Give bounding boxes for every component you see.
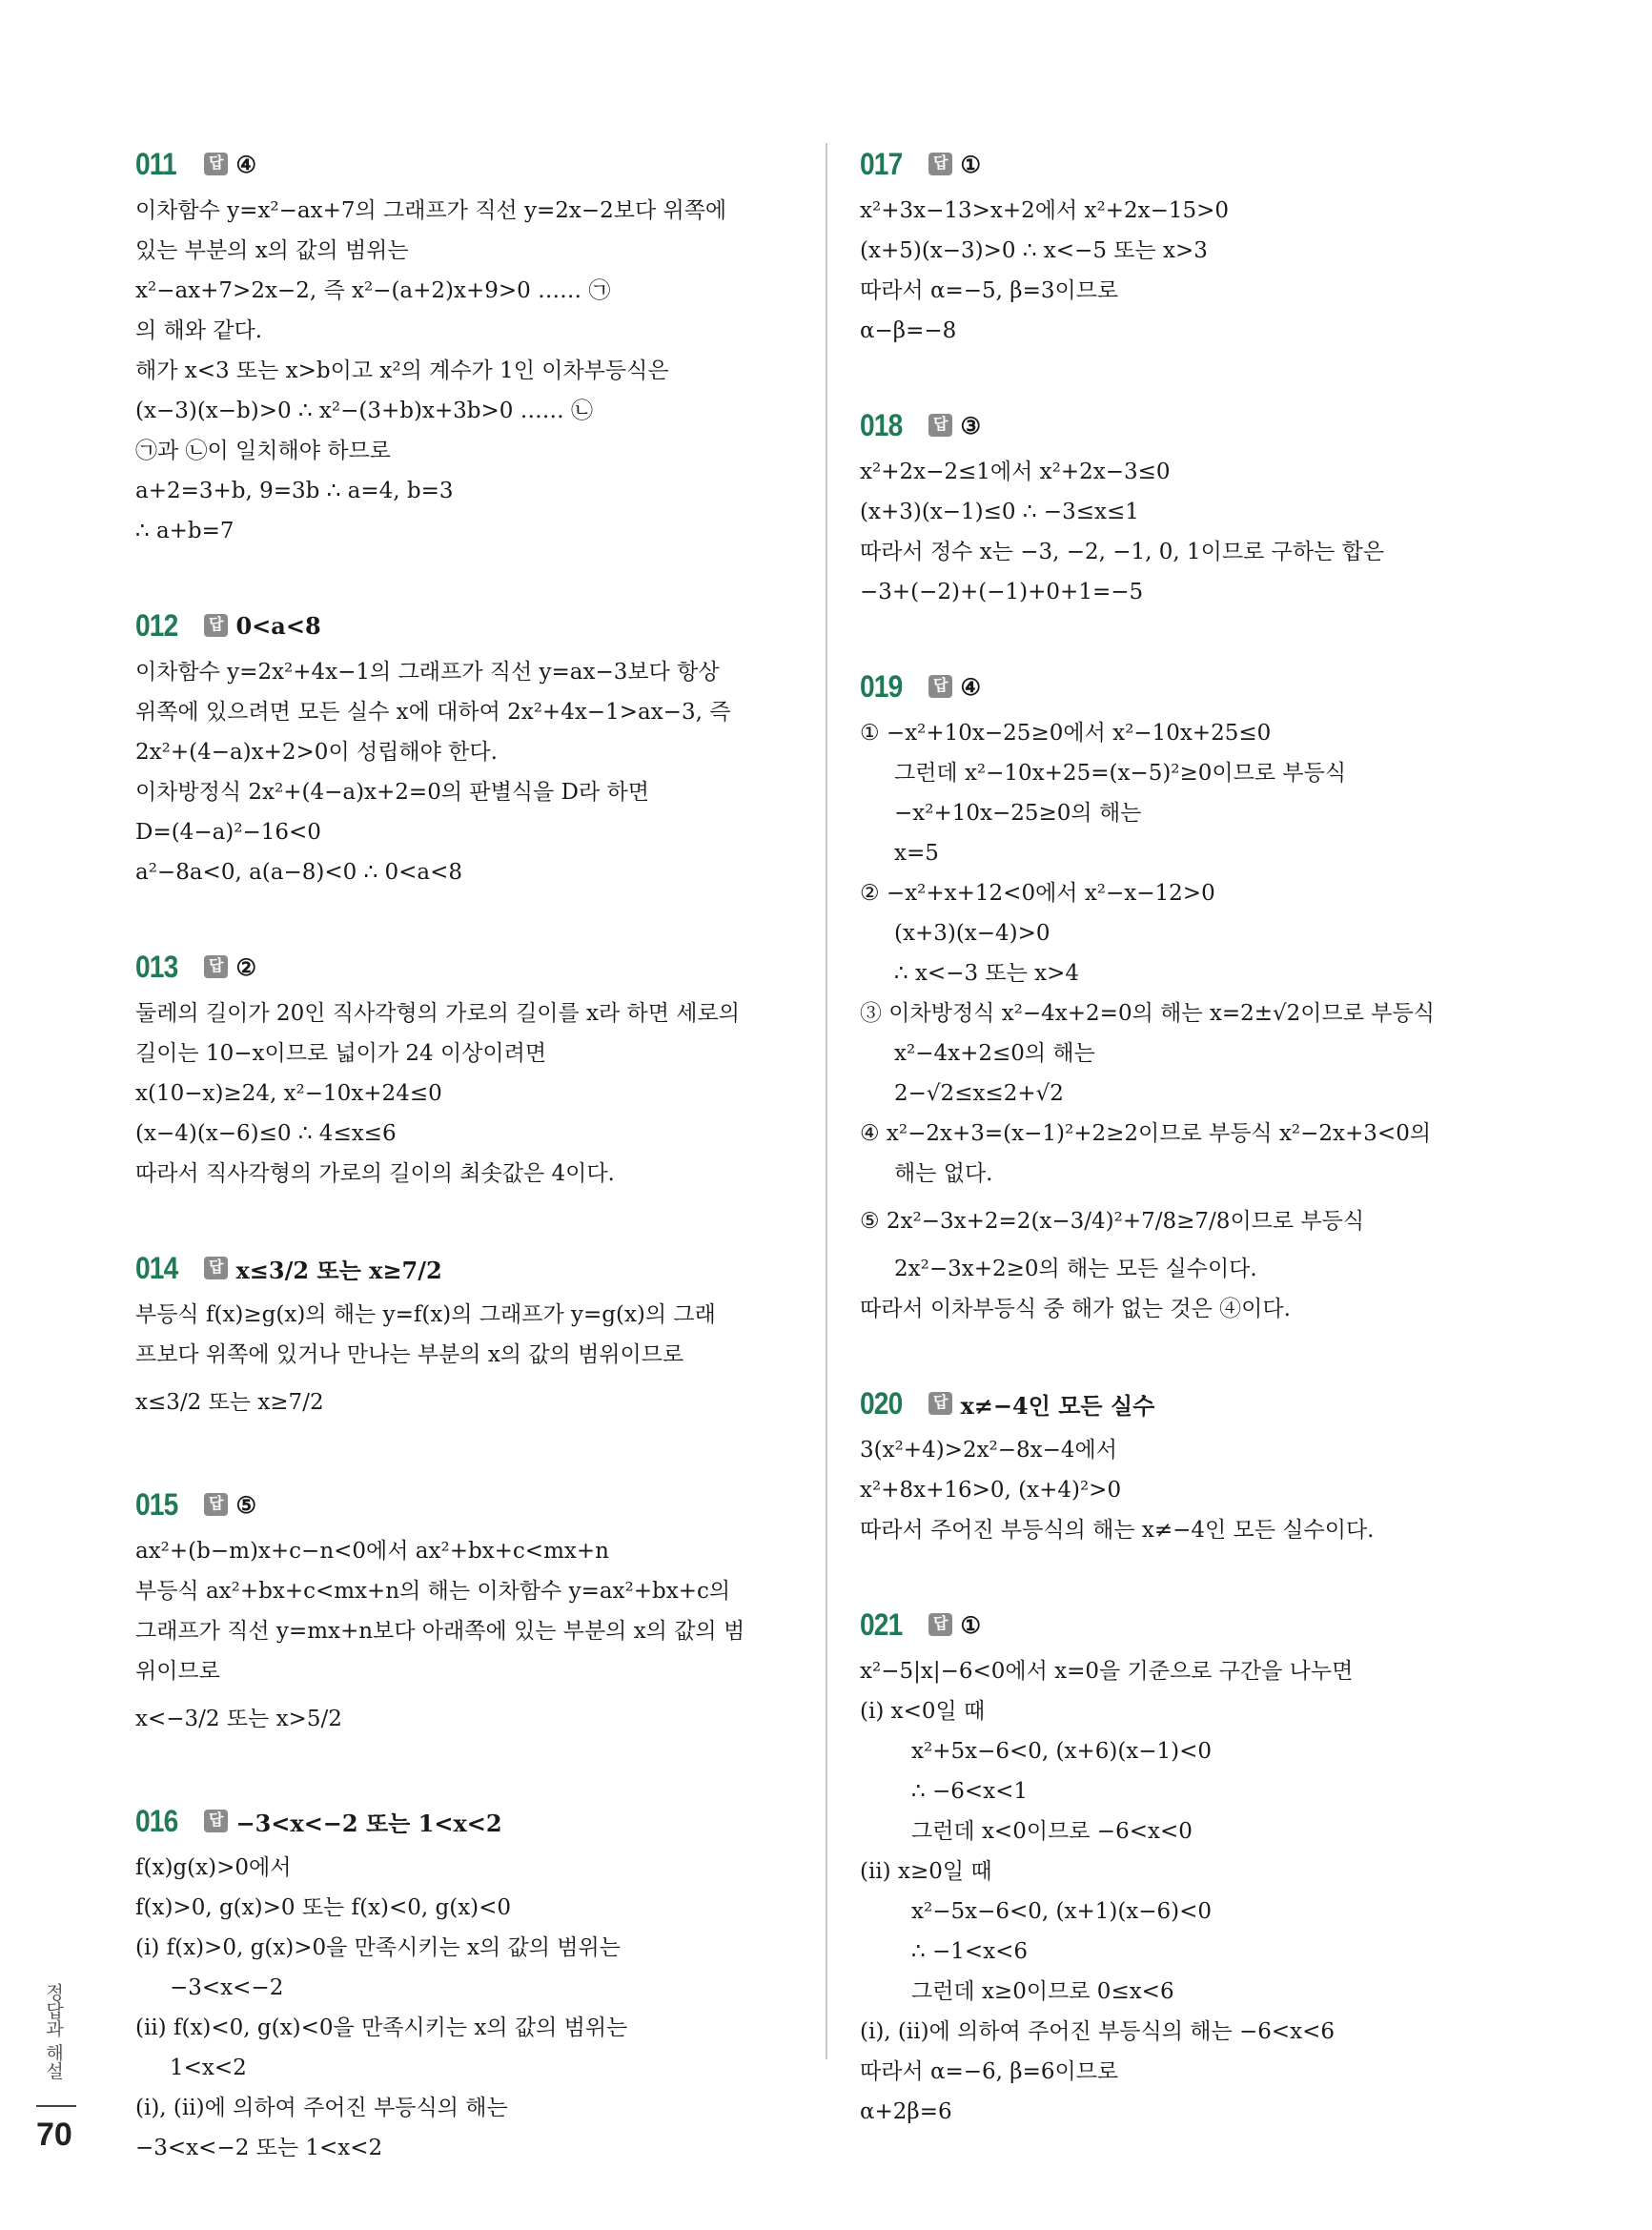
solution-line: 2x²−3x+2≥0의 해는 모든 실수이다. [894, 1257, 1257, 1281]
footer-rule [36, 2105, 76, 2107]
problem-number: 016 [135, 1803, 178, 1838]
solution-line: (ⅰ) f(x)>0, g(x)>0을 만족시키는 x의 값의 범위는 [135, 1935, 621, 1960]
right-column [860, 141, 1527, 2183]
solution-line: (ⅱ) f(x)<0, g(x)<0을 만족시키는 x의 값의 범위는 [135, 2015, 628, 2040]
answer-tag: 답 [204, 614, 228, 637]
solution-line: x²+5x−6<0, (x+6)(x−1)<0 [911, 1739, 1213, 1764]
problem-013 [135, 944, 793, 1194]
solution-line: −3<x<−2 [170, 1975, 284, 2000]
problem-header [860, 664, 1527, 709]
solution-line: 의 해와 같다. [135, 318, 263, 343]
solution-line: (ⅰ), (ⅱ)에 의하여 주어진 부등식의 해는 −6<x<6 [860, 2019, 1336, 2044]
solution-line: (x+5)(x−3)>0 ∴ x<−5 또는 x>3 [860, 238, 1208, 263]
problem-019 [860, 664, 1527, 1329]
solution-line: 길이는 10−x이므로 넓이가 24 이상이려면 [135, 1041, 547, 1066]
problem-header [135, 603, 793, 648]
problem-014 [135, 1245, 793, 1430]
solution-line: 있는 부분의 x의 값의 범위는 [135, 238, 409, 263]
problem-021 [860, 1602, 1527, 2132]
solution-line: 따라서 α=−5, β=3이므로 [860, 278, 1119, 303]
answer-value: ④ [960, 672, 981, 701]
solution-line: x(10−x)≥24, x²−10x+24≤0 [135, 1081, 442, 1106]
solution-line: −x²+10x−25≥0의 해는 [894, 801, 1142, 826]
solution-line: x²−5x−6<0, (x+1)(x−6)<0 [911, 1899, 1213, 1924]
solution-line: x=5 [894, 841, 939, 866]
solution-line: 따라서 주어진 부등식의 해는 x≠−4인 모든 실수이다. [860, 1518, 1375, 1543]
solution-line: ∴ −1<x<6 [911, 1939, 1028, 1964]
problem-header [135, 1245, 793, 1291]
problem-header [860, 1602, 1527, 1647]
solution-line: 그래프가 직선 y=mx+n보다 아래쪽에 있는 부분의 x의 값의 범 [135, 1619, 745, 1644]
answer-value: x≠−4인 모든 실수 [960, 1391, 1155, 1420]
solution-line: ㉠과 ㉡이 일치해야 하므로 [135, 439, 391, 463]
answer-tag: 답 [928, 153, 952, 175]
problem-number: 014 [135, 1250, 178, 1285]
problem-number: 017 [860, 146, 903, 181]
problem-number: 011 [135, 146, 176, 181]
solution-line: ① −x²+10x−25≥0에서 x²−10x+25≤0 [860, 721, 1272, 746]
solution-line: 위이므로 [135, 1659, 220, 1684]
answer-value: ④ [235, 150, 256, 178]
solution-line: ax²+(b−m)x+c−n<0에서 ax²+bx+c<mx+n [135, 1539, 609, 1564]
solution-line: f(x)>0, g(x)>0 또는 f(x)<0, g(x)<0 [135, 1895, 512, 1920]
answer-value: ⑤ [235, 1490, 256, 1519]
problem-number: 020 [860, 1385, 903, 1421]
solution-line: x²−ax+7>2x−2, 즉 x²−(a+2)x+9>0 …… ㉠ [135, 278, 611, 303]
problem-header [135, 141, 793, 187]
answer-tag: 답 [204, 955, 228, 978]
answer-tag: 답 [204, 1810, 228, 1832]
answer-tag: 답 [928, 1613, 952, 1636]
solution-line: 그런데 x<0이므로 −6<x<0 [911, 1819, 1193, 1844]
solution-line: ④ x²−2x+3=(x−1)²+2≥2이므로 부등식 x²−2x+3<0의 [860, 1121, 1432, 1146]
problem-number: 019 [860, 668, 903, 704]
solution-line: ∴ −6<x<1 [911, 1779, 1028, 1804]
solution-line: 2x²+(4−a)x+2>0이 성립해야 한다. [135, 740, 498, 765]
answer-value: x≤3/2 또는 x≥7/2 [235, 1256, 442, 1284]
solution-line: a+2=3+b, 9=3b ∴ a=4, b=3 [135, 479, 454, 503]
problem-012 [135, 603, 793, 892]
problem-header [860, 402, 1527, 448]
solution-line: x²−4x+2≤0의 해는 [894, 1041, 1095, 1066]
solution-line: 위쪽에 있으려면 모든 실수 x에 대하여 2x²+4x−1>ax−3, 즉 [135, 700, 731, 725]
answer-value: ② [235, 952, 256, 981]
solution-line: 프보다 위쪽에 있거나 만나는 부분의 x의 값의 범위이므로 [135, 1342, 684, 1367]
solution-line: D=(4−a)²−16<0 [135, 820, 321, 845]
solution-line: 그런데 x≥0이므로 0≤x<6 [911, 1979, 1174, 2004]
answer-tag: 답 [204, 1257, 228, 1279]
solution-line: (x+3)(x−4)>0 [894, 921, 1050, 946]
solution-line: (x−3)(x−b)>0 ∴ x²−(3+b)x+3b>0 …… ㉡ [135, 399, 594, 423]
solution-line: 둘레의 길이가 20인 직사각형의 가로의 길이를 x라 하면 세로의 [135, 1001, 740, 1026]
answer-value: ① [960, 1610, 981, 1639]
problem-number: 018 [860, 407, 903, 442]
problem-011 [135, 141, 793, 551]
problem-number: 013 [135, 949, 178, 984]
solution-line: (x−4)(x−6)≤0 ∴ 4≤x≤6 [135, 1121, 397, 1146]
solution-line: x≤3/2 또는 x≥7/2 [135, 1390, 324, 1415]
solution-line: −3+(−2)+(−1)+0+1=−5 [860, 580, 1144, 604]
solution-line: α+2β=6 [860, 2099, 952, 2124]
solution-line: x<−3/2 또는 x>5/2 [135, 1707, 342, 1731]
solution-line: ③ 이차방정식 x²−4x+2=0의 해는 x=2±√2이므로 부등식 [860, 1001, 1435, 1026]
solution-line: (ⅰ), (ⅱ)에 의하여 주어진 부등식의 해는 [135, 2096, 508, 2120]
solution-line: α−β=−8 [860, 318, 957, 343]
answer-tag: 답 [928, 414, 952, 437]
answer-value: −3<x<−2 또는 1<x<2 [235, 1809, 502, 1837]
problem-header [135, 1798, 793, 1844]
answer-tag: 답 [204, 153, 228, 175]
answer-value: ③ [960, 411, 981, 440]
column-divider [826, 143, 827, 2059]
problem-header [135, 944, 793, 990]
problem-017 [860, 141, 1527, 351]
solution-line: ∴ a+b=7 [135, 519, 235, 543]
problem-016 [135, 1798, 793, 2168]
solution-line: 3(x²+4)>2x²−8x−4에서 [860, 1438, 1117, 1463]
problem-020 [860, 1381, 1527, 1550]
solution-line: 따라서 α=−6, β=6이므로 [860, 2059, 1119, 2084]
solution-line: x²+2x−2≤1에서 x²+2x−3≤0 [860, 460, 1171, 484]
solution-line: f(x)g(x)>0에서 [135, 1855, 292, 1880]
answer-tag: 답 [928, 675, 952, 698]
problem-015 [135, 1482, 793, 1747]
answer-value: 0<a<8 [235, 611, 321, 640]
problem-header [135, 1482, 793, 1527]
section-label: 정답과 해설 [43, 1983, 64, 2080]
solution-line: ⑤ 2x²−3x+2=2(x−3/4)²+7/8≥7/8이므로 부등식 [860, 1209, 1365, 1234]
problem-header [860, 1381, 1527, 1426]
solution-line: a²−8a<0, a(a−8)<0 ∴ 0<a<8 [135, 860, 463, 885]
solution-line: ∴ x<−3 또는 x>4 [894, 961, 1080, 986]
solution-line: (x+3)(x−1)≤0 ∴ −3≤x≤1 [860, 500, 1139, 524]
answer-value: ① [960, 150, 981, 178]
answer-tag: 답 [204, 1493, 228, 1516]
solution-line: 부등식 f(x)≥g(x)의 해는 y=f(x)의 그래프가 y=g(x)의 그래 [135, 1302, 716, 1327]
solution-line: x²+3x−13>x+2에서 x²+2x−15>0 [860, 198, 1230, 223]
problem-header [860, 141, 1527, 187]
solution-line: x²−5|x|−6<0에서 x=0을 기준으로 구간을 나누면 [860, 1659, 1354, 1684]
solution-line: 따라서 정수 x는 −3, −2, −1, 0, 1이므로 구하는 합은 [860, 540, 1385, 564]
solution-line: −3<x<−2 또는 1<x<2 [135, 2136, 383, 2160]
problem-number: 012 [135, 607, 178, 643]
solution-line: 이차함수 y=2x²+4x−1의 그래프가 직선 y=ax−3보다 항상 [135, 660, 720, 685]
problem-number: 021 [860, 1606, 903, 1642]
solution-line: 이차함수 y=x²−ax+7의 그래프가 직선 y=2x−2보다 위쪽에 [135, 198, 727, 223]
solution-line: 해가 x<3 또는 x>b이고 x²의 계수가 1인 이차부등식은 [135, 358, 669, 383]
page-number: 70 [36, 2117, 72, 2153]
solution-line: 부등식 ax²+bx+c<mx+n의 해는 이차함수 y=ax²+bx+c의 [135, 1579, 731, 1604]
solution-line: x²+8x+16>0, (x+4)²>0 [860, 1478, 1122, 1503]
problem-number: 015 [135, 1486, 178, 1522]
solution-line: 1<x<2 [170, 2056, 247, 2080]
solution-line: 2−√2≤x≤2+√2 [894, 1081, 1064, 1106]
problem-018 [860, 402, 1527, 612]
solution-line: 따라서 직사각형의 가로의 길이의 최솟값은 4이다. [135, 1161, 615, 1186]
left-column [135, 141, 793, 2220]
solution-line: 그런데 x²−10x+25=(x−5)²≥0이므로 부등식 [894, 761, 1347, 786]
solution-line: (ⅰ) x<0일 때 [860, 1699, 986, 1724]
answer-tag: 답 [928, 1392, 952, 1415]
solution-line: 해는 없다. [894, 1161, 993, 1186]
solution-line: ② −x²+x+12<0에서 x²−x−12>0 [860, 881, 1215, 906]
solution-line: (ⅱ) x≥0일 때 [860, 1859, 992, 1884]
solution-line: 이차방정식 2x²+(4−a)x+2=0의 판별식을 D라 하면 [135, 780, 649, 805]
solution-line: 따라서 이차부등식 중 해가 없는 것은 ④이다. [860, 1297, 1291, 1321]
